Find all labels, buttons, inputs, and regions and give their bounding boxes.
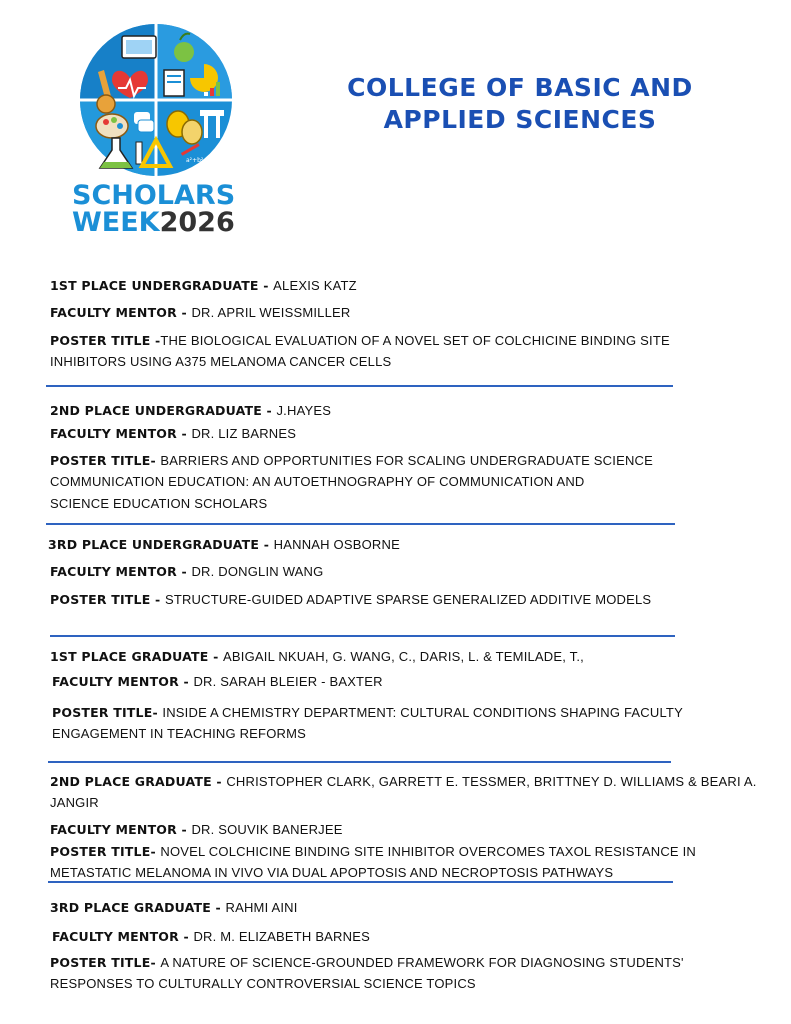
poster-title-line: ENGAGEMENT IN TEACHING REFORMS (52, 726, 306, 741)
award-1-poster (50, 333, 670, 349)
title-line-2: APPLIED SCIENCES (383, 105, 657, 134)
separator: - (150, 955, 161, 970)
poster-title-line: SCIENCE EDUCATION SCHOLARS (50, 496, 268, 511)
mentor-name: DR. SOUVIK BANERJEE (191, 822, 343, 837)
poster-label: POSTER TITLE (50, 592, 151, 607)
place-label: 3RD PLACE UNDERGRADUATE (48, 537, 260, 552)
poster-title-line: INHIBITORS USING A375 MELANOMA CANCER CELLS (50, 354, 392, 369)
logo-week-text: WEEK (72, 207, 160, 238)
poster-title-line: THE BIOLOGICAL EVALUATION OF A NOVEL SET OF COLCHICINE BINDING SITE (160, 333, 670, 348)
mentor-label: FACULTY MENTOR (50, 822, 177, 837)
separator: - (178, 929, 194, 944)
poster-title-line: BARRIERS AND OPPORTUNITIES FOR SCALING UNDERGRADUATE SCIENCE (160, 453, 653, 468)
award-4-mentor (52, 674, 383, 690)
poster-label: POSTER TITLE (50, 955, 151, 970)
separator: - (150, 333, 161, 348)
separator: - (211, 900, 226, 915)
mentor-label: FACULTY MENTOR (50, 564, 177, 579)
separator: - (152, 705, 163, 720)
winner-names-continued: JANGIR (50, 795, 99, 810)
poster-title-line: A NATURE OF SCIENCE-GROUNDED FRAMEWORK FOR DIAGNOSING STUDENTS' (160, 955, 684, 970)
award-2-mentor (50, 426, 296, 442)
separator: - (150, 844, 161, 859)
divider (46, 385, 673, 387)
poster-label: POSTER TITLE (50, 844, 151, 859)
winner-names: ABIGAIL NKUAH, G. WANG, C., DARIS, L. & TEMILADE, T., (223, 649, 584, 664)
award-3-poster (50, 592, 651, 608)
poster-label: POSTER TITLE (50, 453, 151, 468)
place-label: 2ND PLACE GRADUATE (50, 774, 212, 789)
poster-title-line: RESPONSES TO CULTURALLY CONTROVERSIAL SCIENCE TOPICS (50, 976, 476, 991)
logo-scholars-text: SCHOLARS (72, 180, 236, 211)
award-5-mentor (50, 822, 343, 838)
svg-text:a²+b²=c: a²+b²=c (186, 157, 212, 164)
mentor-label: FACULTY MENTOR (52, 929, 179, 944)
place-label: 3RD PLACE GRADUATE (50, 900, 211, 915)
separator: - (176, 426, 192, 441)
place-label: 1ST PLACE GRADUATE (50, 649, 209, 664)
award-1-mentor (50, 305, 351, 321)
winner-names: ALEXIS KATZ (273, 278, 357, 293)
separator: - (150, 592, 165, 607)
place-label: 1ST PLACE UNDERGRADUATE (50, 278, 259, 293)
separator: - (176, 564, 192, 579)
mentor-label: FACULTY MENTOR (52, 674, 179, 689)
separator: - (176, 822, 192, 837)
award-3-mentor (50, 564, 323, 580)
divider (48, 761, 671, 763)
mentor-label: FACULTY MENTOR (50, 305, 177, 320)
award-5-place (50, 774, 757, 790)
winner-names: J.HAYES (276, 403, 332, 418)
separator: - (208, 649, 224, 664)
poster-title-line: STRUCTURE-GUIDED ADAPTIVE SPARSE GENERALIZED ADDITIVE MODELS (164, 592, 652, 607)
title-line-1: COLLEGE OF BASIC AND (347, 73, 693, 102)
award-4-place (50, 649, 584, 665)
winner-names: CHRISTOPHER CLARK, GARRETT E. TESSMER, BRITTNEY D. WILLIAMS & BEARI A. (226, 774, 757, 789)
separator: - (258, 278, 274, 293)
award-1-place (50, 278, 357, 294)
award-6-mentor (52, 929, 370, 945)
poster-title-line: COMMUNICATION EDUCATION: AN AUTOETHNOGRAPHY OF COMMUNICATION AND (50, 474, 585, 489)
poster-title-line: NOVEL COLCHICINE BINDING SITE INHIBITOR OVERCOMES TAXOL RESISTANCE IN (160, 844, 696, 859)
mentor-name: DR. LIZ BARNES (191, 426, 297, 441)
page-title (300, 72, 740, 136)
award-6-place (50, 900, 298, 916)
award-3-place (48, 537, 400, 553)
logo-week-line (72, 209, 242, 236)
poster-title-line: METASTATIC MELANOMA IN VIVO VIA DUAL APOPTOSIS AND NECROPTOSIS PATHWAYS (50, 865, 614, 880)
divider (46, 523, 675, 525)
logo-year-text: 2026 (159, 207, 235, 238)
separator: - (178, 674, 194, 689)
separator: - (211, 774, 227, 789)
award-2-poster (50, 453, 653, 469)
poster-title-line: INSIDE A CHEMISTRY DEPARTMENT: CULTURAL CONDITIONS SHAPING FACULTY (162, 705, 683, 720)
award-4-poster (52, 705, 683, 721)
mentor-label: FACULTY MENTOR (50, 426, 177, 441)
mentor-name: DR. SARAH BLEIER - BAXTER (193, 674, 383, 689)
mentor-name: DR. DONGLIN WANG (191, 564, 324, 579)
poster-label: POSTER TITLE (50, 333, 151, 348)
winner-names: HANNAH OSBORNE (273, 537, 400, 552)
place-label: 2ND PLACE UNDERGRADUATE (50, 403, 262, 418)
separator: - (259, 537, 274, 552)
separator: - (150, 453, 161, 468)
scholars-week-logo (72, 14, 242, 246)
award-5-poster (50, 844, 696, 860)
divider (48, 881, 673, 883)
winner-names: RAHMI AINI (225, 900, 298, 915)
separator: - (261, 403, 277, 418)
logo-wordmark (72, 182, 242, 236)
award-6-poster (50, 955, 684, 971)
mentor-name: DR. APRIL WEISSMILLER (191, 305, 351, 320)
divider (50, 635, 675, 637)
separator: - (176, 305, 192, 320)
poster-label: POSTER TITLE (52, 705, 153, 720)
mentor-name: DR. M. ELIZABETH BARNES (193, 929, 370, 944)
award-2-place (50, 403, 331, 419)
